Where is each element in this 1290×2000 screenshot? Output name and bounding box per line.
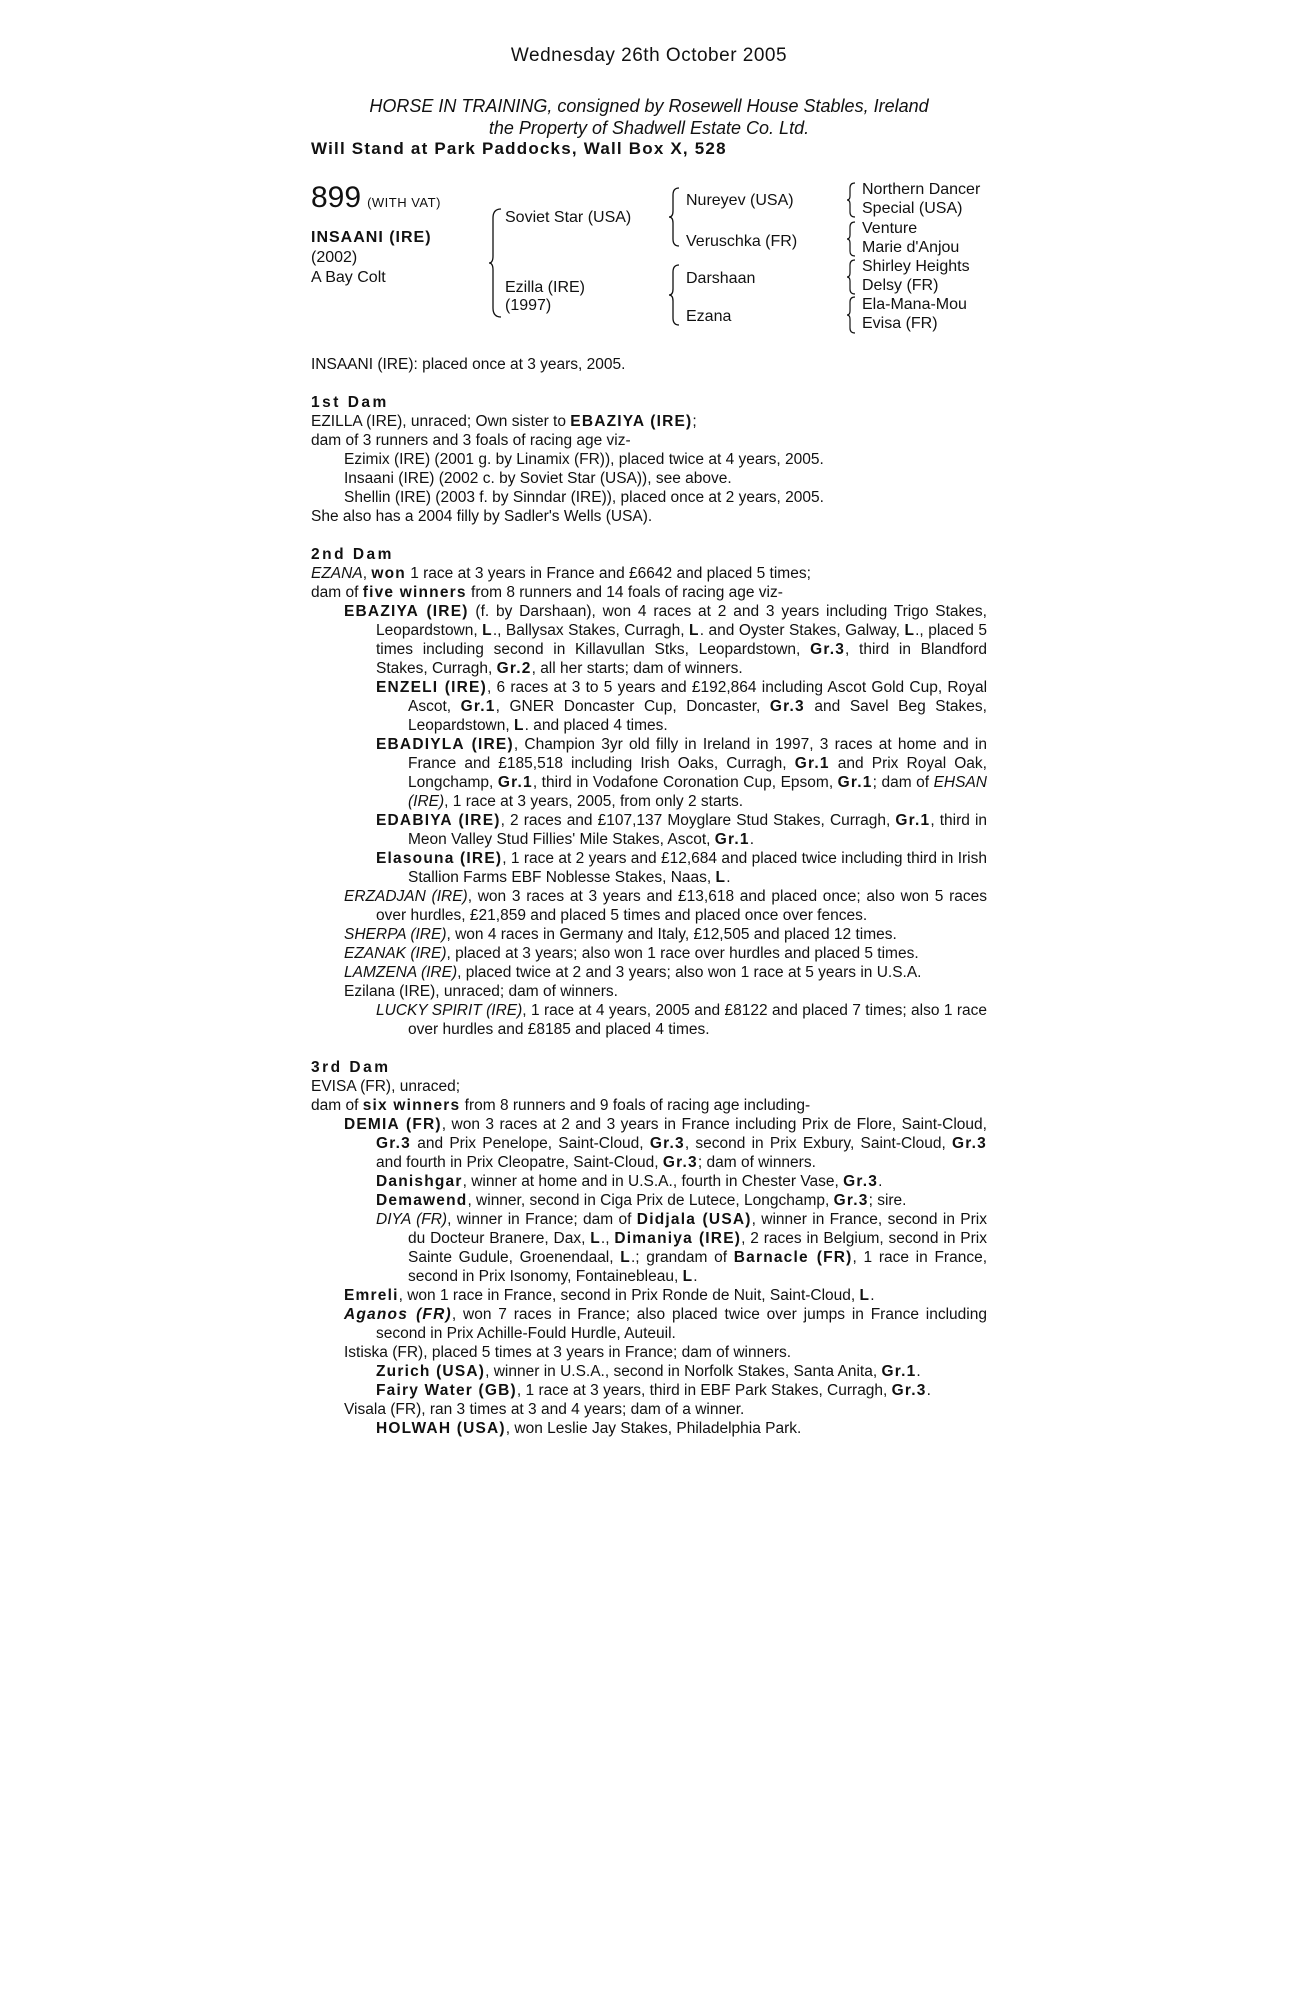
text-run: , 1 race at 2 years and £12,684 and placed twice including third in Irish Stallion Farms EBF Noblesse Stakes, Naas, [408, 850, 987, 886]
third-dam-line: EVISA (FR), unraced; [311, 1078, 461, 1095]
bold-name: EDABIYA (IRE) [376, 812, 501, 829]
bold-name: L [514, 717, 525, 734]
text-run: ., Ballysax Stakes, Curragh, [492, 622, 690, 639]
bold-name: Gr.1 [837, 774, 873, 791]
text-run: , third in Vodafone Coronation Cup, Epsom, [532, 774, 838, 791]
bold-name: Gr.2 [496, 660, 532, 677]
horse-year: (2002) [311, 249, 358, 266]
ggsire-3: Shirley Heights [862, 258, 970, 275]
brace-dam-parents [668, 264, 680, 326]
ggdam-1: Special (USA) [862, 200, 963, 217]
text-run: , 1 race at 4 years, 2005 and £8122 and placed 7 times; also 1 race over hurdles and £8185 and placed 4 times. [408, 1002, 987, 1038]
bold-name: Aganos (FR) [344, 1306, 452, 1323]
text-run: , Champion 3yr old filly in Ireland in 1997, 3 races at home and in France and £185,518 including Irish Oaks, Curragh, [408, 736, 987, 772]
bold-name: Fairy Water (GB) [376, 1382, 517, 1399]
text-run: , GNER Doncaster Cup, Doncaster, [495, 698, 770, 715]
italic-name: EZANA [311, 565, 363, 582]
text-run: , winner, second in Ciga Prix de Lutece, Longchamp, [467, 1192, 834, 1209]
bold-name: Gr.3 [662, 1154, 698, 1171]
italic-name: LUCKY SPIRIT (IRE) [376, 1002, 523, 1019]
bold-name: Gr.1 [497, 774, 533, 791]
bold-name: EBADIYLA (IRE) [376, 736, 514, 753]
produce-item [311, 944, 987, 963]
produce-item [311, 887, 987, 925]
text-run: , won 1 race in France, second in Prix Ronde de Nuit, Saint-Cloud, [398, 1287, 860, 1304]
bold-name: DEMIA (FR) [344, 1116, 442, 1133]
text-run: from 8 runners and 14 foals of racing age viz- [466, 584, 783, 601]
bold-name: Barnacle (FR) [733, 1249, 853, 1266]
bold-name: Demawend [376, 1192, 468, 1209]
text-run: . [870, 1287, 875, 1304]
italic-name: DIYA (FR) [376, 1211, 448, 1228]
produce-item: Istiska (FR), placed 5 times at 3 years in France; dam of winners. [344, 1344, 792, 1361]
produce-item [311, 1115, 987, 1172]
grandproduce-item [311, 849, 987, 887]
bold-name: Gr.3 [952, 1135, 987, 1152]
ggdam-4: Evisa (FR) [862, 315, 938, 332]
bold-name: EBAZIYA (IRE) [344, 603, 469, 620]
bold-name: L [904, 622, 916, 639]
first-dam-heading: 1st Dam [311, 394, 389, 411]
text-run: and fourth in Prix Cleopatre, Saint-Cloud, [376, 1154, 663, 1171]
bold-name: Zurich (USA) [376, 1363, 486, 1380]
bold-name: Gr.3 [769, 698, 805, 715]
grandproduce-item [311, 1001, 987, 1039]
text-run: , won 3 races at 3 years and £13,618 and placed once; also won 5 races over hurdles, £21,859 and placed 5 times and placed once over fences. [376, 888, 987, 924]
bold-name: L [682, 1268, 694, 1285]
first-dam-section [311, 393, 987, 526]
text-run: ; sire. [868, 1192, 907, 1209]
text-run: , all her starts; dam of winners. [531, 660, 743, 677]
bold-name: Gr.1 [714, 831, 750, 848]
produce-item [311, 1305, 987, 1343]
third-dam-produce-summary [311, 1096, 987, 1115]
text-run: . [916, 1363, 921, 1380]
bold-name: Gr.3 [843, 1173, 879, 1190]
dam-name: Ezilla (IRE) [505, 279, 586, 296]
second-dam-line [311, 564, 987, 583]
text-run: and Prix Royal Oak, Longchamp, [408, 755, 987, 791]
grandproduce-item [311, 1419, 987, 1438]
produce-note: She also has a 2004 filly by Sadler's Wells (USA). [311, 508, 653, 525]
text-run: , 6 races at 3 to 5 years and £192,864 including Ascot Gold Cup, Royal Ascot, [408, 679, 988, 715]
horse-name: INSAANI (IRE) [311, 229, 432, 246]
text-run: , won Leslie Jay Stakes, Philadelphia Park. [505, 1420, 802, 1437]
text-run: . [693, 1268, 698, 1285]
text-run: from 8 runners and 9 foals of racing age including- [460, 1097, 811, 1114]
text-run: , third in Blandford Stakes, Curragh, [376, 641, 987, 677]
brace-g4 [846, 296, 856, 334]
bold-name: HOLWAH (USA) [376, 1420, 506, 1437]
text-run: , third in Meon Valley Stud Fillies' Mile Stakes, Ascot, [408, 812, 988, 848]
text-run: ; dam of winners. [697, 1154, 816, 1171]
text-run: . and Oyster Stakes, Galway, [699, 622, 905, 639]
dam-dam-name: Ezana [686, 308, 732, 325]
grandproduce-item [311, 735, 987, 811]
third-dam-heading: 3rd Dam [311, 1059, 391, 1076]
bold-name: L [859, 1287, 871, 1304]
grandproduce-item [311, 811, 987, 849]
bold-name: Gr.1 [460, 698, 496, 715]
dam-sire-name: Darshaan [686, 270, 756, 287]
grandproduce-item [311, 1210, 987, 1286]
bold-name: Didjala (USA) [636, 1211, 752, 1228]
text-run: dam of [311, 584, 363, 601]
third-dam-section [311, 1058, 987, 1438]
bold-name: EBAZIYA (IRE) [570, 413, 693, 430]
brace-parents [488, 208, 502, 318]
brace-sire-parents [668, 187, 680, 247]
bold-name: Gr.1 [881, 1363, 917, 1380]
ggsire-1: Northern Dancer [862, 181, 981, 198]
ggsire-4: Ela-Mana-Mou [862, 296, 967, 313]
text-run: ., placed 5 times including second in Killavullan Stks, Leopardstown, [376, 622, 987, 658]
text-run: , 1 race in France, second in Prix Isonomy, Fontainebleau, [408, 1249, 987, 1285]
text-run: , placed twice at 2 and 3 years; also won 1 race at 5 years in U.S.A. [457, 964, 922, 981]
text-run: ; dam of [872, 774, 934, 791]
grandproduce-item [311, 1172, 987, 1191]
grandproduce-item [311, 1362, 987, 1381]
grandproduce-item [311, 1191, 987, 1210]
sire-dam-name: Veruschka (FR) [686, 233, 798, 250]
text-run: , won 4 races in Germany and Italy, £12,505 and placed 12 times. [446, 926, 897, 943]
produce-item [311, 1286, 987, 1305]
dam-year: (1997) [505, 297, 552, 314]
sire-name: Soviet Star (USA) [505, 209, 632, 226]
bold-name: Emreli [344, 1287, 399, 1304]
bold-name: won [371, 565, 406, 582]
text-run: ; [692, 413, 697, 430]
text-run: (f. by Darshaan), won 4 races at 2 and 3 years including Trigo Stakes, Leopardstown, [376, 603, 987, 639]
grandproduce-item [311, 678, 987, 735]
owner-line: the Property of Shadwell Estate Co. Ltd. [488, 118, 810, 138]
produce-item: Shellin (IRE) (2003 f. by Sinndar (IRE)), placed once at 2 years, 2005. [344, 489, 824, 506]
text-run: . [926, 1382, 931, 1399]
text-run: dam of [311, 1097, 363, 1114]
italic-name: ERZADJAN (IRE) [344, 888, 468, 905]
bold-name: L [482, 622, 493, 639]
bold-name: six winners [362, 1097, 461, 1114]
bold-name: L [620, 1249, 631, 1266]
consignment-info [311, 95, 987, 139]
second-dam-section [311, 545, 987, 1039]
text-run: , winner at home and in U.S.A., fourth in Chester Vase, [462, 1173, 844, 1190]
bold-name: five winners [362, 584, 467, 601]
consignor-line: HORSE IN TRAINING, consigned by Rosewell House Stables, Ireland [369, 96, 929, 116]
text-run: , winner in U.S.A., second in Norfolk Stakes, Santa Anita, [485, 1363, 882, 1380]
text-run: , placed at 3 years; also won 1 race over hurdles and placed 5 times. [446, 945, 919, 962]
bold-name: ENZELI (IRE) [376, 679, 487, 696]
text-run: , won 3 races at 2 and 3 years in France including Prix de Flore, Saint-Cloud, [441, 1116, 987, 1133]
first-dam-line [311, 412, 987, 431]
bold-name: Dimaniya (IRE) [614, 1230, 742, 1247]
text-run: .; grandam of [630, 1249, 734, 1266]
catalogue-body [311, 355, 987, 1438]
text-run: , 1 race at 3 years, 2005, from only 2 starts. [444, 793, 744, 810]
second-dam-heading: 2nd Dam [311, 546, 394, 563]
ggsire-2: Venture [862, 220, 918, 237]
text-run: , 2 races and £107,137 Moyglare Stud Stakes, Curragh, [500, 812, 896, 829]
bold-name: Gr.1 [794, 755, 830, 772]
text-run: EZILLA (IRE), unraced; Own sister to [311, 413, 571, 430]
text-run: . [726, 869, 731, 886]
brace-g3 [846, 259, 856, 295]
text-run: . [749, 831, 755, 848]
text-run: . and placed 4 times. [524, 717, 668, 734]
bold-name: Gr.3 [833, 1192, 869, 1209]
text-run: . [878, 1173, 883, 1190]
bold-name: Gr.3 [891, 1382, 927, 1399]
sire-sire-name: Nureyev (USA) [686, 192, 794, 209]
text-run: ., [600, 1230, 615, 1247]
italic-name: EHSAN (IRE) [408, 774, 987, 810]
grandproduce-item [311, 1381, 987, 1400]
brace-g2 [846, 221, 856, 257]
produce-item [311, 925, 987, 944]
bold-name: L [590, 1230, 601, 1247]
italic-name: LAMZENA (IRE) [344, 964, 458, 981]
italic-name: SHERPA (IRE) [344, 926, 447, 943]
bold-name: Gr.3 [810, 641, 846, 658]
text-run: , winner in France; dam of [447, 1211, 637, 1228]
race-record: INSAANI (IRE): placed once at 3 years, 2005. [311, 356, 626, 373]
ggdam-2: Marie d'Anjou [862, 239, 960, 256]
produce-item: Ezilana (IRE), unraced; dam of winners. [344, 983, 618, 1000]
brace-g1 [846, 182, 856, 218]
bold-name: Gr.3 [649, 1135, 685, 1152]
text-run: , second in Prix Exbury, Saint-Cloud, [684, 1135, 953, 1152]
text-run: 1 race at 3 years in France and £6642 and placed 5 times; [405, 565, 811, 582]
text-run: , winner in France, second in Prix du Docteur Branere, Dax, [408, 1211, 988, 1247]
bold-name: Danishgar [376, 1173, 463, 1190]
text-run: and Prix Penelope, Saint-Cloud, [410, 1135, 650, 1152]
produce-item: Insaani (IRE) (2002 c. by Soviet Star (USA)), see above. [344, 470, 732, 487]
bold-name: L [715, 869, 727, 886]
horse-description: A Bay Colt [311, 269, 386, 286]
text-run: , 1 race at 3 years, third in EBF Park Stakes, Curragh, [516, 1382, 892, 1399]
bold-name: L [689, 622, 700, 639]
produce-item [311, 602, 987, 678]
first-dam-produce-summary: dam of 3 runners and 3 foals of racing age viz- [311, 432, 631, 449]
produce-item [311, 963, 987, 982]
produce-item: Visala (FR), ran 3 times at 3 and 4 years; dam of a winner. [344, 1401, 745, 1418]
lot-number: 899 [311, 181, 362, 214]
lot-number-block [311, 183, 441, 213]
text-run: , won 7 races in France; also placed twice over jumps in France including second in Prix Achille-Fould Hurdle, Auteuil. [376, 1306, 987, 1342]
stand-location: Will Stand at Park Paddocks, Wall Box X, 528 [311, 139, 727, 158]
bold-name: Gr.3 [376, 1135, 411, 1152]
second-dam-produce-summary [311, 583, 987, 602]
text-run: , 2 races in Belgium, second in Prix Sainte Gudule, Groenendaal, [408, 1230, 987, 1266]
bold-name: Gr.1 [895, 812, 931, 829]
horse-identity [311, 228, 432, 288]
text-run: and Savel Beg Stakes, Leopardstown, [408, 698, 987, 734]
bold-name: Elasouna (IRE) [376, 850, 503, 867]
italic-name: EZANAK (IRE) [344, 945, 447, 962]
sale-date: Wednesday 26th October 2005 [510, 45, 788, 66]
ggdam-3: Delsy (FR) [862, 277, 939, 294]
vat-note: (WITH VAT) [367, 195, 441, 210]
text-run: , [362, 565, 372, 582]
produce-item: Ezimix (IRE) (2001 g. by Linamix (FR)), placed twice at 4 years, 2005. [344, 451, 824, 468]
